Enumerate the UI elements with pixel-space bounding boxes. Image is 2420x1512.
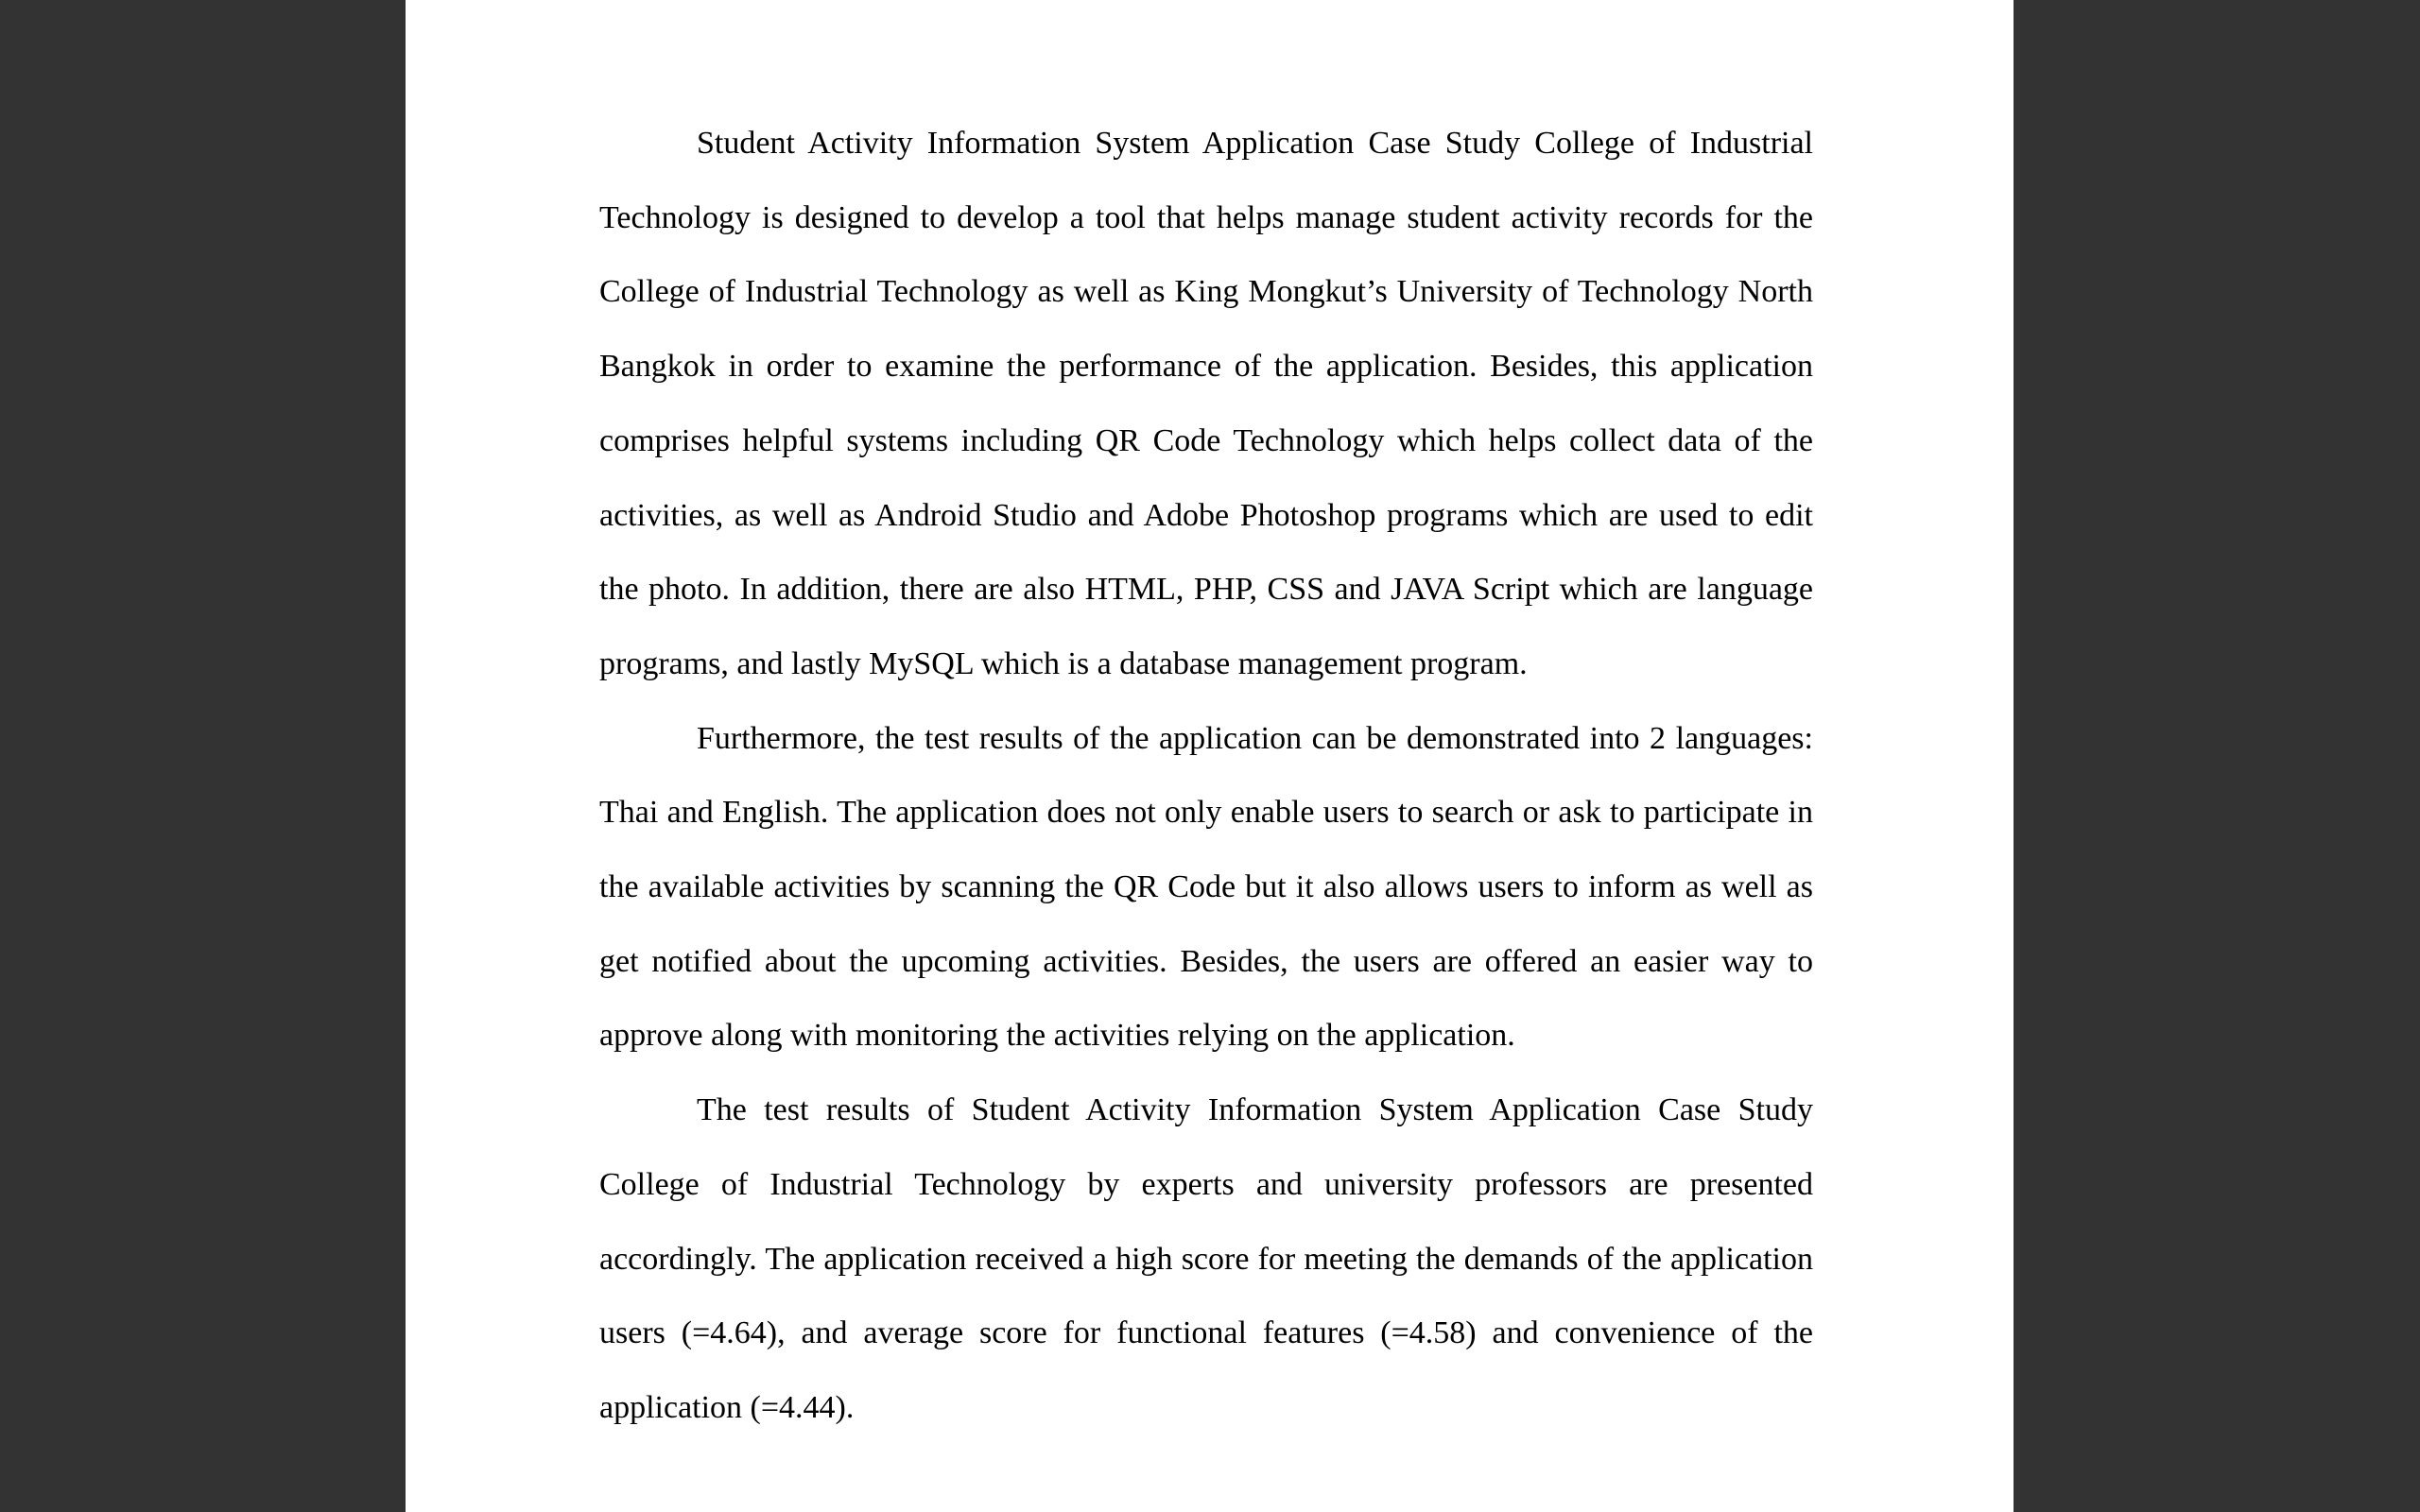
document-page[interactable]: [406, 0, 2014, 1512]
paragraph-1: Student Activity Information System Application Case Study College of Industrial Technology is designed to develop a tool that helps manage student activity records for the College of Industrial Technology as well as King Mongkut’s University of Technology North Bangkok in order to examine the performance of the application. Besides, this application comprises helpful systems including QR Code Technology which helps collect data of the activities, as well as Android Studio and Adobe Photoshop programs which are used to edit the photo. In addition, there are also HTML, PHP, CSS and JAVA Script which are language programs, and lastly MySQL which is a database management program.: [599, 126, 1813, 681]
abstract-body: [599, 107, 1813, 1446]
paragraph-2: Furthermore, the test results of the application can be demonstrated into 2 languages: Thai and English. The application does not only enable users to search or ask to participate in the available activities by scanning the QR Code but it also allows users to inform as well as get notified about the upcoming activities. Besides, the users are offered an easier way to approve along with monitoring the activities relying on the application.: [599, 720, 1813, 1054]
paragraph-3: The test results of Student Activity Information System Application Case Study College of Industrial Technology by experts and university professors are presented accordingly. The application received a high score for meeting the demands of the application users (=4.64), and average score for functional features (=4.58) and convenience of the application (=4.44).: [599, 1092, 1813, 1425]
